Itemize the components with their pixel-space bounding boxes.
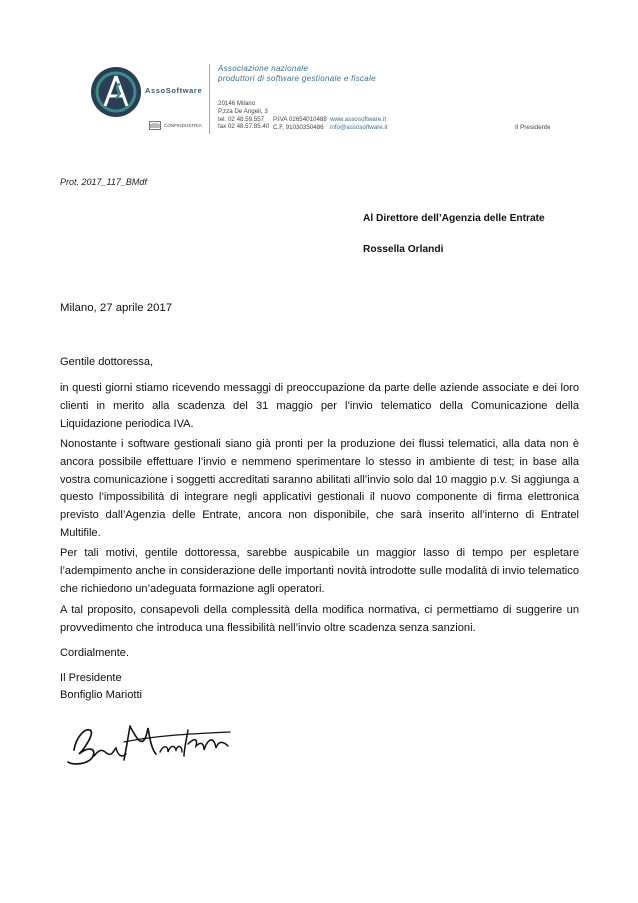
assosoftware-logo-icon bbox=[90, 66, 142, 118]
address-line-1: 20146 Milano bbox=[218, 100, 256, 107]
web-block bbox=[330, 116, 388, 132]
address-line-3: tel. 02 48.59.557 bbox=[218, 115, 265, 123]
letter-date: Milano, 27 aprile 2017 bbox=[60, 302, 173, 314]
paragraph-1: in questi giorni stiamo ricevendo messaggi di preoccupazione da parte delle aziende associate e dei loro clienti in merito alla scadenza del 31 maggio per l’invio telematico della Comunicazione della Liquidazione periodica IVA. bbox=[60, 382, 579, 430]
brand-name: AssoSoftware bbox=[145, 86, 203, 95]
handwritten-signature-icon bbox=[64, 716, 234, 772]
address-line-4: fax 02 48.57.85.40 bbox=[218, 123, 270, 131]
confindustria-logo-icon bbox=[149, 121, 161, 130]
confindustria-label: CONFINDUSTRIA bbox=[164, 123, 202, 128]
closing: Cordialmente. bbox=[60, 647, 130, 659]
fiscal-code: C.F. 91030350486 bbox=[273, 123, 324, 131]
tax-block bbox=[273, 116, 327, 132]
letterhead-divider bbox=[209, 64, 210, 134]
protocol-number: Prot. 2017_117_BMdf bbox=[60, 177, 147, 187]
letterhead-president-label: Il Presidente bbox=[515, 124, 551, 131]
signatory-name: Bonfiglio Mariotti bbox=[60, 689, 143, 701]
paragraph-2: Nonostante i software gestionali siano già pronti per la produzione dei flussi telematici, alla data non è ancora possibile effettuare l’invio e nemmeno sperimentare lo stesso in ambiente di test; in base alla vostra comunicazione i soggetti accreditati saranno abilitati all’invio solo dal 10 maggio p.v. Si aggiunga a questo l’impossibilità di integrare negli applicativi gestionali il nuovo componente di firma elettronica previsto dall’Agenzia delle Entrate, ancora non disponibile, che sarà inserito all’interno di Entratel Multifile. bbox=[60, 438, 579, 539]
email-link[interactable]: info@assosoftware.it bbox=[330, 123, 388, 131]
paragraph-4: A tal proposito, consapevoli della complessità della modifica normativa, ci permettiamo di suggerire un provvedimento che introduca una flessibilità nell’invio oltre scadenza senza sanzioni. bbox=[60, 604, 579, 634]
paragraph-3: Per tali motivi, gentile dottoressa, sarebbe auspicabile un maggior lasso di tempo per espletare l’adempimento anche in considerazione delle importanti novità introdotte sulle modalità di invio telematico che richiedono un’adeguata formazione agli operatori. bbox=[60, 547, 579, 595]
recipient-title: Al Direttore dell’Agenzia delle Entrate bbox=[363, 213, 545, 224]
association-line-1: Associazione nazionale bbox=[218, 64, 309, 73]
website-link[interactable]: www.assosoftware.it bbox=[330, 116, 387, 123]
salutation: Gentile dottoressa, bbox=[60, 356, 154, 368]
association-line-2: produttori di software gestionale e fiscale bbox=[218, 74, 376, 83]
signatory-title: Il Presidente bbox=[60, 672, 122, 684]
vat-number: P.IVA 02654010488 bbox=[273, 116, 327, 123]
association-description bbox=[218, 64, 376, 84]
recipient-name: Rossella Orlandi bbox=[363, 244, 444, 255]
address-block bbox=[218, 100, 269, 131]
address-line-2: P.zza De Angeli, 3 bbox=[218, 107, 268, 115]
